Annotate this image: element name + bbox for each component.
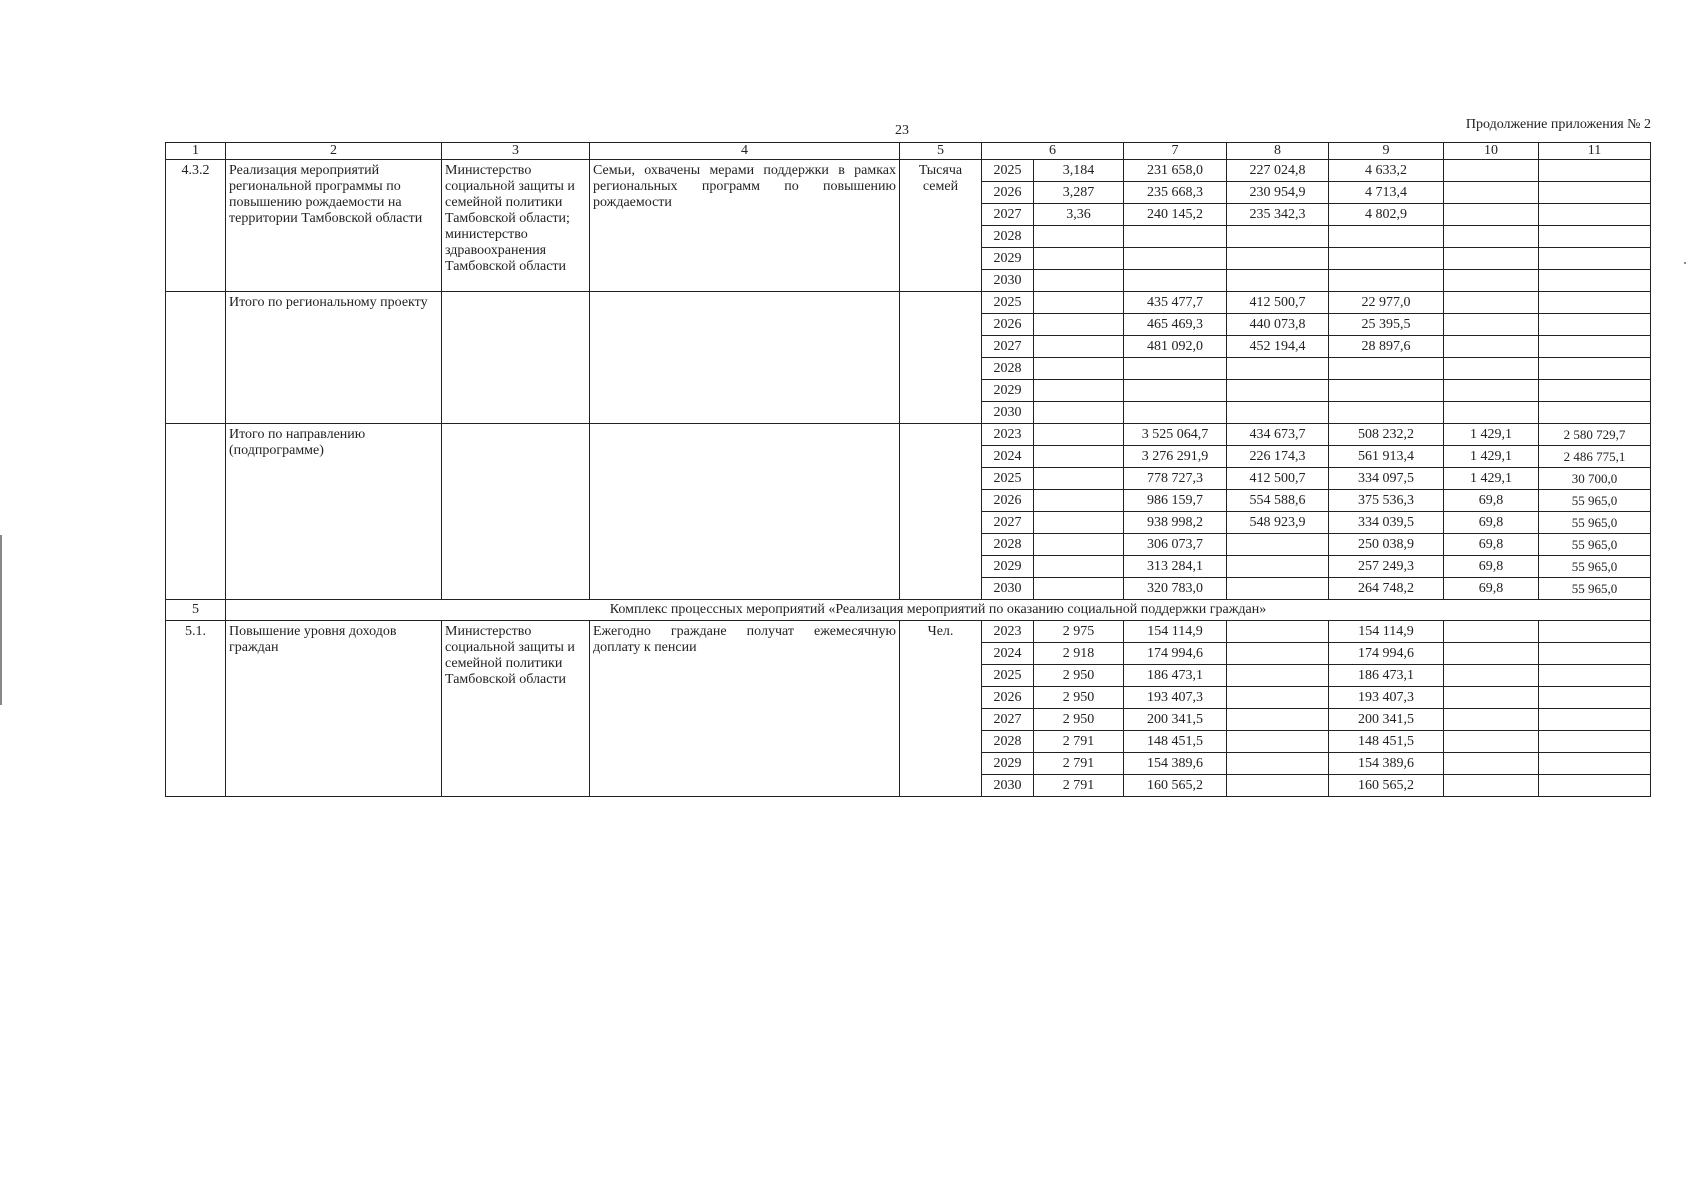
other-sources: 55 965,0: [1539, 490, 1651, 512]
indicator-value: [1034, 292, 1124, 314]
federal-budget: 227 024,8: [1227, 160, 1329, 182]
year-cell: 2026: [982, 490, 1034, 512]
indicator: Ежегодно граждане получат ежемесячную доплату к пенсии: [590, 621, 900, 797]
federal-budget: 235 342,3: [1227, 204, 1329, 226]
other-sources: 55 965,0: [1539, 534, 1651, 556]
federal-budget: 554 588,6: [1227, 490, 1329, 512]
federal-budget: [1227, 731, 1329, 753]
total-amount: 481 092,0: [1124, 336, 1227, 358]
column-header: 1: [166, 143, 226, 160]
federal-budget: [1227, 621, 1329, 643]
other-sources: [1539, 204, 1651, 226]
year-cell: 2026: [982, 314, 1034, 336]
year-cell: 2026: [982, 687, 1034, 709]
federal-budget: 548 923,9: [1227, 512, 1329, 534]
local-budget: [1444, 665, 1539, 687]
regional-budget: 154 389,6: [1329, 753, 1444, 775]
indicator-value: [1034, 270, 1124, 292]
regional-budget: 154 114,9: [1329, 621, 1444, 643]
appendix-continuation-note: Продолжение приложения № 2: [1465, 117, 1651, 132]
local-budget: 69,8: [1444, 534, 1539, 556]
other-sources: 2 580 729,7: [1539, 424, 1651, 446]
year-cell: 2028: [982, 358, 1034, 380]
indicator-value: 2 950: [1034, 687, 1124, 709]
year-cell: 2029: [982, 380, 1034, 402]
total-amount: [1124, 358, 1227, 380]
column-header: 4: [590, 143, 900, 160]
federal-budget: [1227, 775, 1329, 797]
federal-budget: [1227, 270, 1329, 292]
executor: Министерство социальной защиты и семейной политики Тамбовской области; министерство здравоохранения Тамбовской области: [442, 160, 590, 292]
total-amount: 3 525 064,7: [1124, 424, 1227, 446]
local-budget: [1444, 248, 1539, 270]
year-cell: 2029: [982, 556, 1034, 578]
other-sources: [1539, 709, 1651, 731]
other-sources: [1539, 358, 1651, 380]
local-budget: [1444, 314, 1539, 336]
other-sources: [1539, 643, 1651, 665]
column-header: 11: [1539, 143, 1651, 160]
year-cell: 2025: [982, 160, 1034, 182]
total-amount: 235 668,3: [1124, 182, 1227, 204]
indicator-value: 2 950: [1034, 665, 1124, 687]
row-code: 5.1.: [166, 621, 226, 797]
column-number-row: [166, 143, 1651, 160]
local-budget: [1444, 731, 1539, 753]
indicator: [590, 424, 900, 600]
other-sources: [1539, 687, 1651, 709]
column-header: 10: [1444, 143, 1539, 160]
table-body: [166, 160, 1651, 797]
year-cell: 2027: [982, 204, 1034, 226]
local-budget: 69,8: [1444, 556, 1539, 578]
local-budget: [1444, 643, 1539, 665]
year-cell: 2030: [982, 578, 1034, 600]
measure-name: Повышение уровня доходов граждан: [226, 621, 442, 797]
indicator: [590, 292, 900, 424]
program-table: [165, 142, 1651, 797]
local-budget: 69,8: [1444, 578, 1539, 600]
year-cell: 2024: [982, 446, 1034, 468]
column-header: 2: [226, 143, 442, 160]
table-row: [166, 292, 1651, 314]
year-cell: 2029: [982, 248, 1034, 270]
total-amount: [1124, 248, 1227, 270]
row-code: [166, 424, 226, 600]
indicator-value: 3,36: [1034, 204, 1124, 226]
local-budget: 1 429,1: [1444, 446, 1539, 468]
year-cell: 2028: [982, 226, 1034, 248]
year-cell: 2027: [982, 336, 1034, 358]
unit: [900, 424, 982, 600]
indicator-value: [1034, 578, 1124, 600]
local-budget: [1444, 270, 1539, 292]
other-sources: [1539, 621, 1651, 643]
local-budget: 1 429,1: [1444, 424, 1539, 446]
total-amount: 240 145,2: [1124, 204, 1227, 226]
federal-budget: [1227, 380, 1329, 402]
total-amount: 148 451,5: [1124, 731, 1227, 753]
indicator-value: [1034, 490, 1124, 512]
other-sources: [1539, 753, 1651, 775]
total-amount: 231 658,0: [1124, 160, 1227, 182]
total-amount: 465 469,3: [1124, 314, 1227, 336]
column-header: 7: [1124, 143, 1227, 160]
indicator-value: [1034, 534, 1124, 556]
measure-name: Реализация мероприятий региональной программы по повышению рождаемости на территории Тамбовской области: [226, 160, 442, 292]
year-cell: 2025: [982, 665, 1034, 687]
total-amount: [1124, 380, 1227, 402]
federal-budget: 434 673,7: [1227, 424, 1329, 446]
unit: Чел.: [900, 621, 982, 797]
local-budget: [1444, 226, 1539, 248]
regional-budget: [1329, 402, 1444, 424]
total-amount: 435 477,7: [1124, 292, 1227, 314]
year-cell: 2023: [982, 424, 1034, 446]
federal-budget: 226 174,3: [1227, 446, 1329, 468]
local-budget: [1444, 402, 1539, 424]
indicator-value: 2 950: [1034, 709, 1124, 731]
indicator-value: [1034, 424, 1124, 446]
other-sources: [1539, 270, 1651, 292]
indicator-value: 2 791: [1034, 753, 1124, 775]
year-cell: 2024: [982, 643, 1034, 665]
federal-budget: [1227, 226, 1329, 248]
other-sources: [1539, 336, 1651, 358]
column-header: 5: [900, 143, 982, 160]
local-budget: [1444, 204, 1539, 226]
regional-budget: 257 249,3: [1329, 556, 1444, 578]
other-sources: 30 700,0: [1539, 468, 1651, 490]
indicator-value: 2 791: [1034, 731, 1124, 753]
local-budget: [1444, 336, 1539, 358]
other-sources: [1539, 380, 1651, 402]
other-sources: 2 486 775,1: [1539, 446, 1651, 468]
total-amount: 306 073,7: [1124, 534, 1227, 556]
indicator-value: [1034, 314, 1124, 336]
total-amount: 200 341,5: [1124, 709, 1227, 731]
total-amount: 160 565,2: [1124, 775, 1227, 797]
year-cell: 2023: [982, 621, 1034, 643]
federal-budget: [1227, 709, 1329, 731]
federal-budget: [1227, 358, 1329, 380]
regional-budget: 4 633,2: [1329, 160, 1444, 182]
scan-edge-mark: [0, 535, 2, 705]
regional-budget: 148 451,5: [1329, 731, 1444, 753]
regional-budget: [1329, 380, 1444, 402]
executor: [442, 292, 590, 424]
local-budget: [1444, 182, 1539, 204]
measure-name: Итого по региональному проекту: [226, 292, 442, 424]
local-budget: [1444, 709, 1539, 731]
other-sources: [1539, 665, 1651, 687]
total-amount: 778 727,3: [1124, 468, 1227, 490]
indicator-value: 3,287: [1034, 182, 1124, 204]
local-budget: [1444, 753, 1539, 775]
indicator-value: [1034, 380, 1124, 402]
total-amount: 186 473,1: [1124, 665, 1227, 687]
column-header: 3: [442, 143, 590, 160]
indicator-value: [1034, 446, 1124, 468]
total-amount: 986 159,7: [1124, 490, 1227, 512]
regional-budget: 174 994,6: [1329, 643, 1444, 665]
year-cell: 2028: [982, 731, 1034, 753]
scan-dot: [1684, 262, 1686, 264]
executor: [442, 424, 590, 600]
total-amount: 154 389,6: [1124, 753, 1227, 775]
federal-budget: [1227, 665, 1329, 687]
regional-budget: 250 038,9: [1329, 534, 1444, 556]
local-budget: [1444, 621, 1539, 643]
local-budget: [1444, 160, 1539, 182]
indicator-value: [1034, 226, 1124, 248]
total-amount: 154 114,9: [1124, 621, 1227, 643]
indicator-value: 3,184: [1034, 160, 1124, 182]
local-budget: [1444, 292, 1539, 314]
regional-budget: 193 407,3: [1329, 687, 1444, 709]
table-row: [166, 621, 1651, 643]
local-budget: 69,8: [1444, 490, 1539, 512]
regional-budget: 200 341,5: [1329, 709, 1444, 731]
year-cell: 2027: [982, 709, 1034, 731]
regional-budget: 561 913,4: [1329, 446, 1444, 468]
federal-budget: 230 954,9: [1227, 182, 1329, 204]
regional-budget: 160 565,2: [1329, 775, 1444, 797]
year-cell: 2027: [982, 512, 1034, 534]
other-sources: [1539, 226, 1651, 248]
regional-budget: [1329, 270, 1444, 292]
other-sources: [1539, 182, 1651, 204]
local-budget: [1444, 775, 1539, 797]
indicator-value: [1034, 336, 1124, 358]
unit: [900, 292, 982, 424]
other-sources: [1539, 248, 1651, 270]
year-cell: 2026: [982, 182, 1034, 204]
other-sources: [1539, 314, 1651, 336]
federal-budget: [1227, 687, 1329, 709]
regional-budget: 28 897,6: [1329, 336, 1444, 358]
regional-budget: 4 713,4: [1329, 182, 1444, 204]
section-title: Комплекс процессных мероприятий «Реализация мероприятий по оказанию социальной поддержки граждан»: [226, 600, 1651, 621]
indicator-value: 2 791: [1034, 775, 1124, 797]
year-cell: 2029: [982, 753, 1034, 775]
federal-budget: 412 500,7: [1227, 468, 1329, 490]
table-row: [166, 424, 1651, 446]
federal-budget: 452 194,4: [1227, 336, 1329, 358]
row-code: 4.3.2: [166, 160, 226, 292]
other-sources: 55 965,0: [1539, 578, 1651, 600]
indicator-value: [1034, 248, 1124, 270]
regional-budget: 22 977,0: [1329, 292, 1444, 314]
year-cell: 2025: [982, 468, 1034, 490]
total-amount: 313 284,1: [1124, 556, 1227, 578]
regional-budget: [1329, 248, 1444, 270]
indicator-value: [1034, 358, 1124, 380]
regional-budget: 4 802,9: [1329, 204, 1444, 226]
regional-budget: 186 473,1: [1329, 665, 1444, 687]
other-sources: [1539, 775, 1651, 797]
year-cell: 2030: [982, 270, 1034, 292]
total-amount: 193 407,3: [1124, 687, 1227, 709]
local-budget: [1444, 380, 1539, 402]
page-number: 23: [895, 123, 909, 138]
executor: Министерство социальной защиты и семейной политики Тамбовской области: [442, 621, 590, 797]
column-header: 8: [1227, 143, 1329, 160]
indicator-value: 2 975: [1034, 621, 1124, 643]
total-amount: 174 994,6: [1124, 643, 1227, 665]
section-row: [166, 600, 1651, 621]
other-sources: [1539, 292, 1651, 314]
regional-budget: 334 039,5: [1329, 512, 1444, 534]
local-budget: 1 429,1: [1444, 468, 1539, 490]
other-sources: [1539, 402, 1651, 424]
federal-budget: [1227, 402, 1329, 424]
year-cell: 2030: [982, 775, 1034, 797]
local-budget: [1444, 687, 1539, 709]
regional-budget: [1329, 226, 1444, 248]
total-amount: [1124, 226, 1227, 248]
federal-budget: 412 500,7: [1227, 292, 1329, 314]
local-budget: 69,8: [1444, 512, 1539, 534]
total-amount: [1124, 270, 1227, 292]
row-code: [166, 292, 226, 424]
year-cell: 2025: [982, 292, 1034, 314]
federal-budget: [1227, 753, 1329, 775]
year-cell: 2030: [982, 402, 1034, 424]
regional-budget: 264 748,2: [1329, 578, 1444, 600]
total-amount: [1124, 402, 1227, 424]
other-sources: 55 965,0: [1539, 512, 1651, 534]
section-code: 5: [166, 600, 226, 621]
total-amount: 938 998,2: [1124, 512, 1227, 534]
total-amount: 320 783,0: [1124, 578, 1227, 600]
regional-budget: 508 232,2: [1329, 424, 1444, 446]
local-budget: [1444, 358, 1539, 380]
indicator: Семьи, охвачены мерами поддержки в рамках региональных программ по повышению рождаемости: [590, 160, 900, 292]
year-cell: 2028: [982, 534, 1034, 556]
federal-budget: 440 073,8: [1227, 314, 1329, 336]
measure-name: Итого по направлению (подпрограмме): [226, 424, 442, 600]
total-amount: 3 276 291,9: [1124, 446, 1227, 468]
other-sources: [1539, 160, 1651, 182]
unit: Тысяча семей: [900, 160, 982, 292]
federal-budget: [1227, 556, 1329, 578]
federal-budget: [1227, 248, 1329, 270]
column-header: 6: [982, 143, 1124, 160]
column-header: 9: [1329, 143, 1444, 160]
regional-budget: [1329, 358, 1444, 380]
indicator-value: [1034, 512, 1124, 534]
indicator-value: [1034, 556, 1124, 578]
regional-budget: 375 536,3: [1329, 490, 1444, 512]
regional-budget: 25 395,5: [1329, 314, 1444, 336]
other-sources: 55 965,0: [1539, 556, 1651, 578]
indicator-value: [1034, 468, 1124, 490]
regional-budget: 334 097,5: [1329, 468, 1444, 490]
indicator-value: 2 918: [1034, 643, 1124, 665]
table-row: [166, 160, 1651, 182]
federal-budget: [1227, 578, 1329, 600]
indicator-value: [1034, 402, 1124, 424]
federal-budget: [1227, 643, 1329, 665]
other-sources: [1539, 731, 1651, 753]
federal-budget: [1227, 534, 1329, 556]
